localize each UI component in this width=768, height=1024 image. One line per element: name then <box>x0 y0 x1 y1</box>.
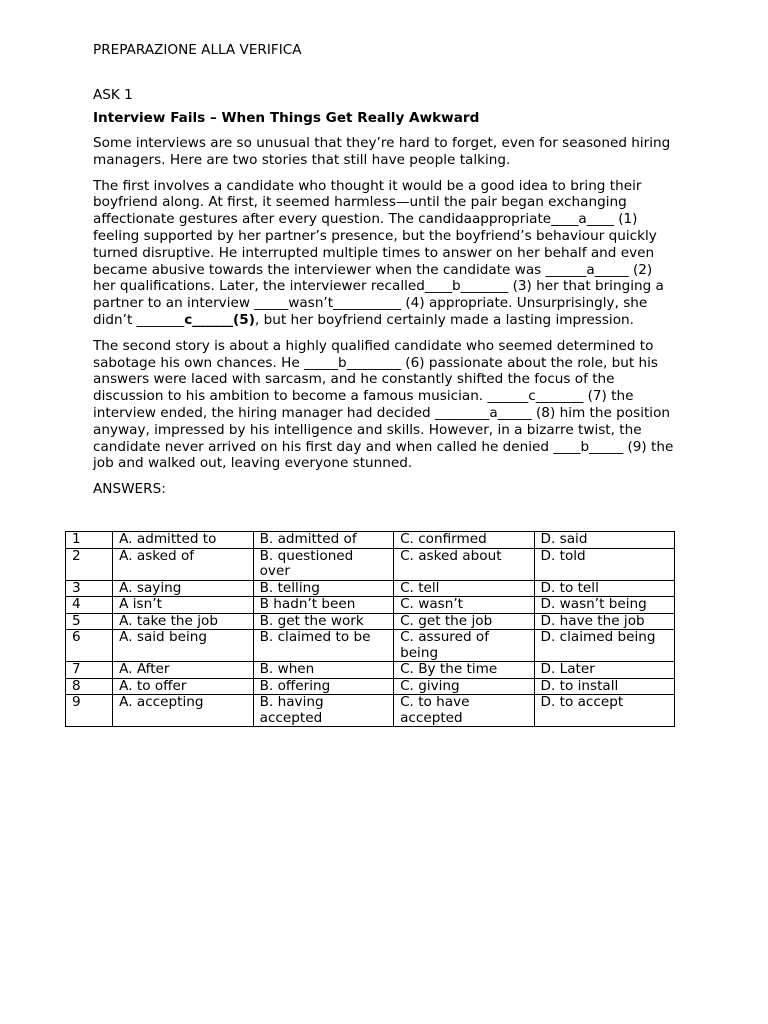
option-cell: A. to offer <box>113 678 253 695</box>
option-cell: B. having accepted <box>253 695 393 727</box>
answers-label: ANSWERS: <box>93 481 166 498</box>
option-cell: B. claimed to be <box>253 630 393 662</box>
option-cell: C. By the time <box>394 662 534 679</box>
story-one-text-a: The first involves a candidate who thought it would be a good idea to bring their boyfriend along. At first, it seemed harmless—until the pair began exchanging affectionate gestures after every question. The candidaappropriate____a____ (1) feeling supported by her partner’s presence, but the boyfriend’s behaviour quickly turned disruptive. He interrupted multiple times to answer on her behalf and even became abusive towards the interviewer when the candidate was ______a_____ (2) her qualifications. Later, the interviewer recalled____b_______ (3) her that bringing a partner to an interview _____wasn’t__________ (4) appropriate. Unsurprisingly, she didn’t _______ <box>93 177 664 328</box>
option-cell: A. take the job <box>113 613 253 630</box>
document-content <box>93 42 678 501</box>
table-row <box>66 548 675 580</box>
option-cell: D. to accept <box>534 695 674 727</box>
option-cell: C. tell <box>394 580 534 597</box>
option-cell: D. told <box>534 548 674 580</box>
table-row <box>66 695 675 727</box>
story-one-text-c: , but her boyfriend certainly made a lasting impression. <box>254 311 634 328</box>
table-row <box>66 532 675 549</box>
option-cell: B. offering <box>253 678 393 695</box>
question-number-cell: 7 <box>66 662 113 679</box>
table-row <box>66 580 675 597</box>
article-title: Interview Fails – When Things Get Really Awkward <box>93 110 480 126</box>
question-number-cell: 3 <box>66 580 113 597</box>
option-cell: B. questioned over <box>253 548 393 580</box>
option-cell: A isn’t <box>113 597 253 614</box>
question-number-cell: 8 <box>66 678 113 695</box>
option-cell: A. asked of <box>113 548 253 580</box>
option-cell: B. telling <box>253 580 393 597</box>
table-row <box>66 597 675 614</box>
option-cell: A. After <box>113 662 253 679</box>
page-header: PREPARAZIONE ALLA VERIFICA <box>93 42 302 58</box>
option-cell: C. get the job <box>394 613 534 630</box>
question-number-cell: 1 <box>66 532 113 549</box>
option-cell: D. to install <box>534 678 674 695</box>
option-cell: A. accepting <box>113 695 253 727</box>
question-number-cell: 2 <box>66 548 113 580</box>
option-cell: D. Later <box>534 662 674 679</box>
option-cell: D. claimed being <box>534 630 674 662</box>
answers-table <box>65 531 675 727</box>
question-number-cell: 9 <box>66 695 113 727</box>
question-number-cell: 6 <box>66 630 113 662</box>
option-cell: C. giving <box>394 678 534 695</box>
gap-5-bold: c______(5) <box>184 311 255 328</box>
option-cell: C. to have accepted <box>394 695 534 727</box>
table-row <box>66 630 675 662</box>
option-cell: A. saying <box>113 580 253 597</box>
table-row <box>66 662 675 679</box>
question-number-cell: 5 <box>66 613 113 630</box>
story-two-paragraph: The second story is about a highly qualified candidate who seemed determined to sabotage his own chances. He _____b________ (6) passionate about the role, but his answers were laced with sarcasm, and he constantly shifted the focus of the discussion to his ambition to become a famous musician. ______c_______ (7) the interview ended, the hiring manager had decided ________a_____ (8) him the position anyway, impressed by his intelligence and skills. However, in a bizarre twist, the candidate never arrived on his first day and when called he denied ____b_____ (9) the job and walked out, leaving everyone stunned. <box>93 337 674 472</box>
question-number-cell: 4 <box>66 597 113 614</box>
option-cell: C. wasn’t <box>394 597 534 614</box>
option-cell: D. have the job <box>534 613 674 630</box>
option-cell: B hadn’t been <box>253 597 393 614</box>
option-cell: C. assured of being <box>394 630 534 662</box>
option-cell: B. admitted of <box>253 532 393 549</box>
option-cell: A. said being <box>113 630 253 662</box>
story-one-paragraph <box>93 178 678 329</box>
table-row <box>66 613 675 630</box>
intro-paragraph: Some interviews are so unusual that they’re hard to forget, even for seasoned hiring managers. Here are two stories that still have people talking. <box>93 135 671 168</box>
option-cell: D. wasn’t being <box>534 597 674 614</box>
option-cell: D. to tell <box>534 580 674 597</box>
option-cell: C. asked about <box>394 548 534 580</box>
table-row <box>66 678 675 695</box>
section-label: ASK 1 <box>93 87 133 103</box>
option-cell: C. confirmed <box>394 532 534 549</box>
option-cell: D. said <box>534 532 674 549</box>
option-cell: A. admitted to <box>113 532 253 549</box>
option-cell: B. when <box>253 662 393 679</box>
option-cell: B. get the work <box>253 613 393 630</box>
